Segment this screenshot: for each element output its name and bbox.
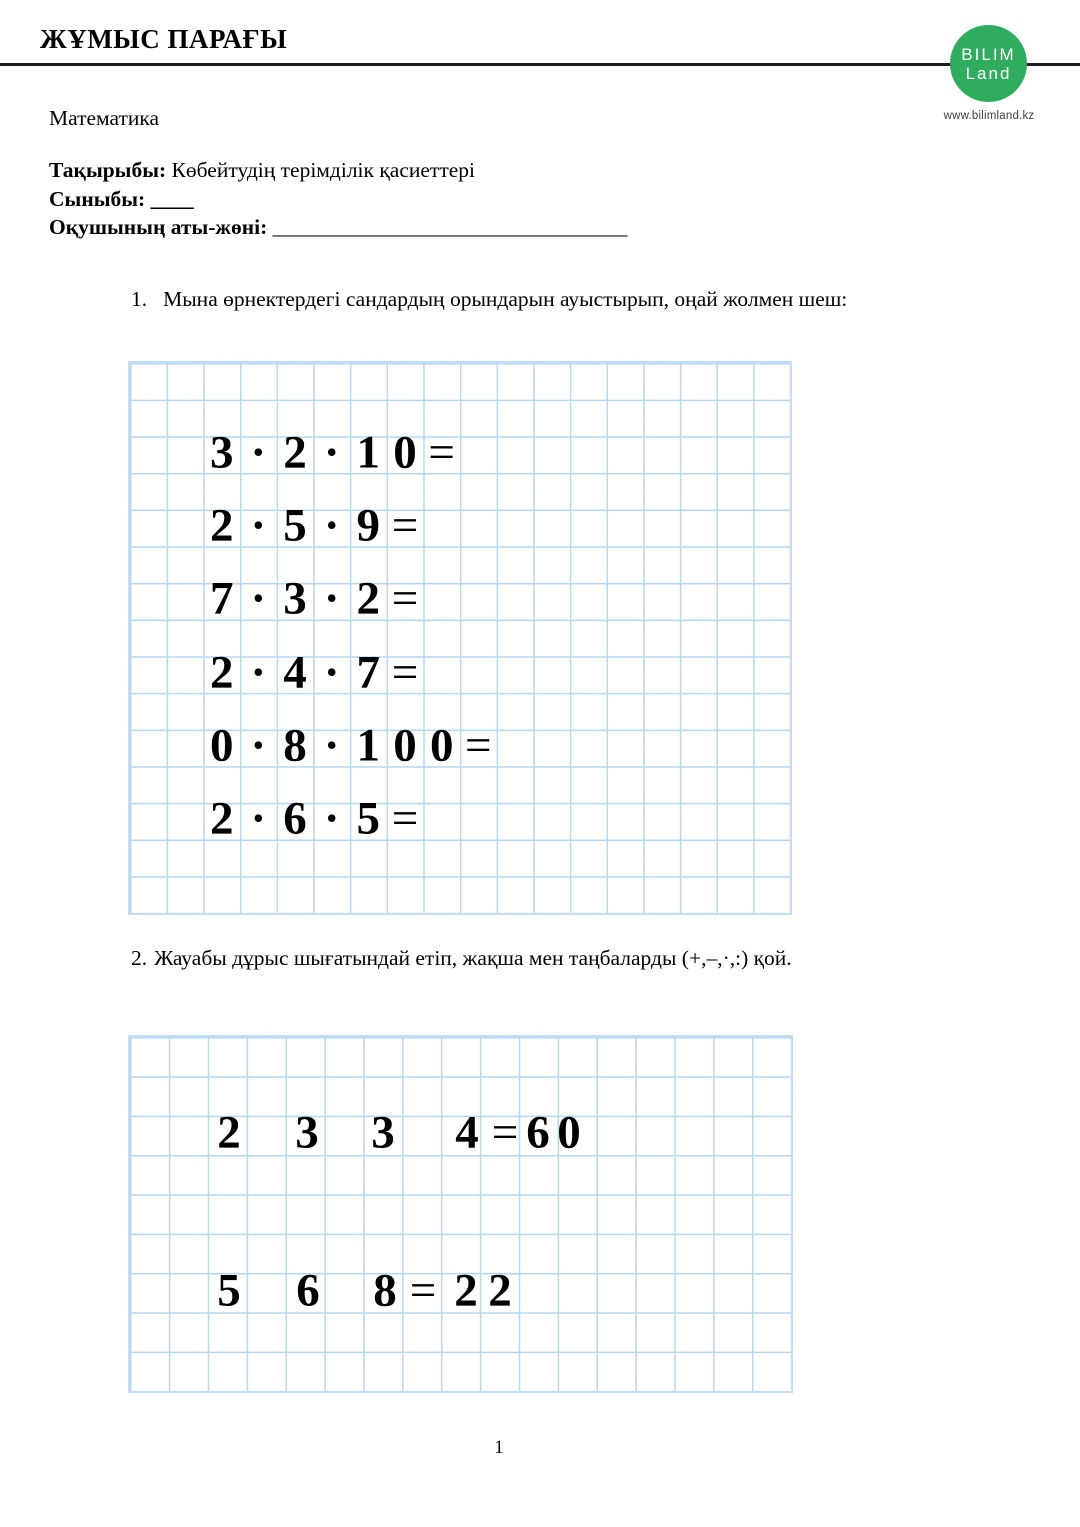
- digit: 3: [283, 572, 307, 625]
- multiplication-dot: ·: [250, 499, 267, 552]
- digit: 9: [356, 499, 381, 552]
- task-2-instruction: [131, 946, 792, 971]
- digit: 0: [393, 426, 417, 479]
- math-expression: [130, 1106, 791, 1159]
- multiplication-dot: ·: [323, 426, 340, 479]
- topic-label: Тақырыбы:: [49, 158, 167, 182]
- digit: 2: [454, 1264, 478, 1317]
- worksheet-title: ЖҰМЫС ПАРАҒЫ: [40, 24, 288, 54]
- subject-label: Математика: [49, 106, 160, 130]
- equals-sign: =: [391, 646, 419, 699]
- equals-sign: =: [391, 572, 419, 625]
- digit: 5: [356, 792, 381, 845]
- multiplication-dot: ·: [250, 719, 267, 772]
- multiplication-dot: ·: [323, 499, 340, 552]
- digit: 0: [557, 1106, 581, 1159]
- multiplication-dot: ·: [323, 719, 340, 772]
- digit: 2: [356, 572, 381, 625]
- multiplication-dot: ·: [323, 792, 340, 845]
- topic-line: [49, 156, 627, 185]
- digit: 6: [526, 1106, 550, 1159]
- digit: 2: [209, 646, 234, 699]
- multiplication-dot: ·: [323, 646, 340, 699]
- bilimland-logo: [950, 25, 1027, 102]
- equals-sign: =: [391, 499, 419, 552]
- digit: 0: [393, 719, 417, 772]
- digit: 2: [217, 1106, 241, 1159]
- page-number: 1: [494, 1437, 504, 1458]
- class-line: [49, 185, 627, 214]
- digit: 6: [283, 792, 307, 845]
- header-divider: [0, 63, 1080, 66]
- digit: 7: [209, 572, 234, 625]
- multiplication-dot: ·: [250, 572, 267, 625]
- task-1-number: 1.: [131, 287, 148, 311]
- multiplication-dot: ·: [250, 426, 267, 479]
- digit: 0: [209, 719, 234, 772]
- math-expression: [130, 426, 790, 479]
- digit: 4: [283, 646, 307, 699]
- digit: 0: [429, 719, 454, 772]
- multiplication-dot: ·: [323, 572, 340, 625]
- math-expression: [130, 572, 790, 625]
- worksheet-meta: [49, 156, 627, 242]
- digit: 2: [209, 792, 234, 845]
- squared-paper-grid-2: [128, 1035, 793, 1393]
- digit: 6: [296, 1264, 320, 1317]
- digit: 8: [373, 1264, 397, 1317]
- digit: 1: [356, 719, 381, 772]
- task-2-number: 2.: [131, 946, 148, 970]
- equals-sign: =: [428, 426, 455, 479]
- math-expression: [130, 719, 790, 772]
- task-1-instruction: [131, 287, 847, 312]
- equals-sign: =: [491, 1106, 519, 1159]
- student-name-line: [49, 213, 627, 242]
- digit: 3: [371, 1106, 395, 1159]
- equals-sign: =: [391, 792, 419, 845]
- math-expression: [130, 792, 790, 845]
- digit: 3: [295, 1106, 319, 1159]
- digit: 3: [209, 426, 234, 479]
- logo-website-url: www.bilimland.kz: [943, 110, 1035, 122]
- class-label: Сыныбы:: [49, 186, 146, 211]
- student-name-label: Оқушының аты-жөні:: [49, 215, 268, 239]
- multiplication-dot: ·: [250, 792, 267, 845]
- digit: 2: [283, 426, 307, 479]
- squared-paper-grid-1: [128, 361, 792, 915]
- digit: 8: [283, 719, 307, 772]
- equals-sign: =: [465, 719, 492, 772]
- math-expression: [130, 1264, 791, 1317]
- logo-text-bilim: BILIM: [961, 44, 1016, 64]
- equals-sign: =: [409, 1264, 437, 1317]
- digit: 5: [217, 1264, 241, 1317]
- math-expression: [130, 499, 790, 552]
- digit: 2: [488, 1264, 512, 1317]
- digit: 1: [356, 426, 381, 479]
- multiplication-dot: ·: [250, 646, 267, 699]
- task-1-text: Мына өрнектердегі сандардың орындарын ауыстырып, оңай жолмен шеш:: [163, 287, 848, 311]
- digit: 5: [283, 499, 307, 552]
- digit: 2: [209, 499, 234, 552]
- logo-text-land: Land: [965, 63, 1012, 83]
- digit: 7: [356, 646, 381, 699]
- task-2-text: Жауабы дұрыс шығатындай етіп, жақша мен таңбаларды (+,–,·,:) қой.: [154, 946, 792, 970]
- digit: 4: [455, 1106, 479, 1159]
- math-expression: [130, 646, 790, 699]
- class-blank: ____: [145, 186, 194, 211]
- student-name-blank: _________________________________: [267, 215, 628, 239]
- topic-value: Көбейтудің терімділік қасиеттері: [166, 158, 475, 182]
